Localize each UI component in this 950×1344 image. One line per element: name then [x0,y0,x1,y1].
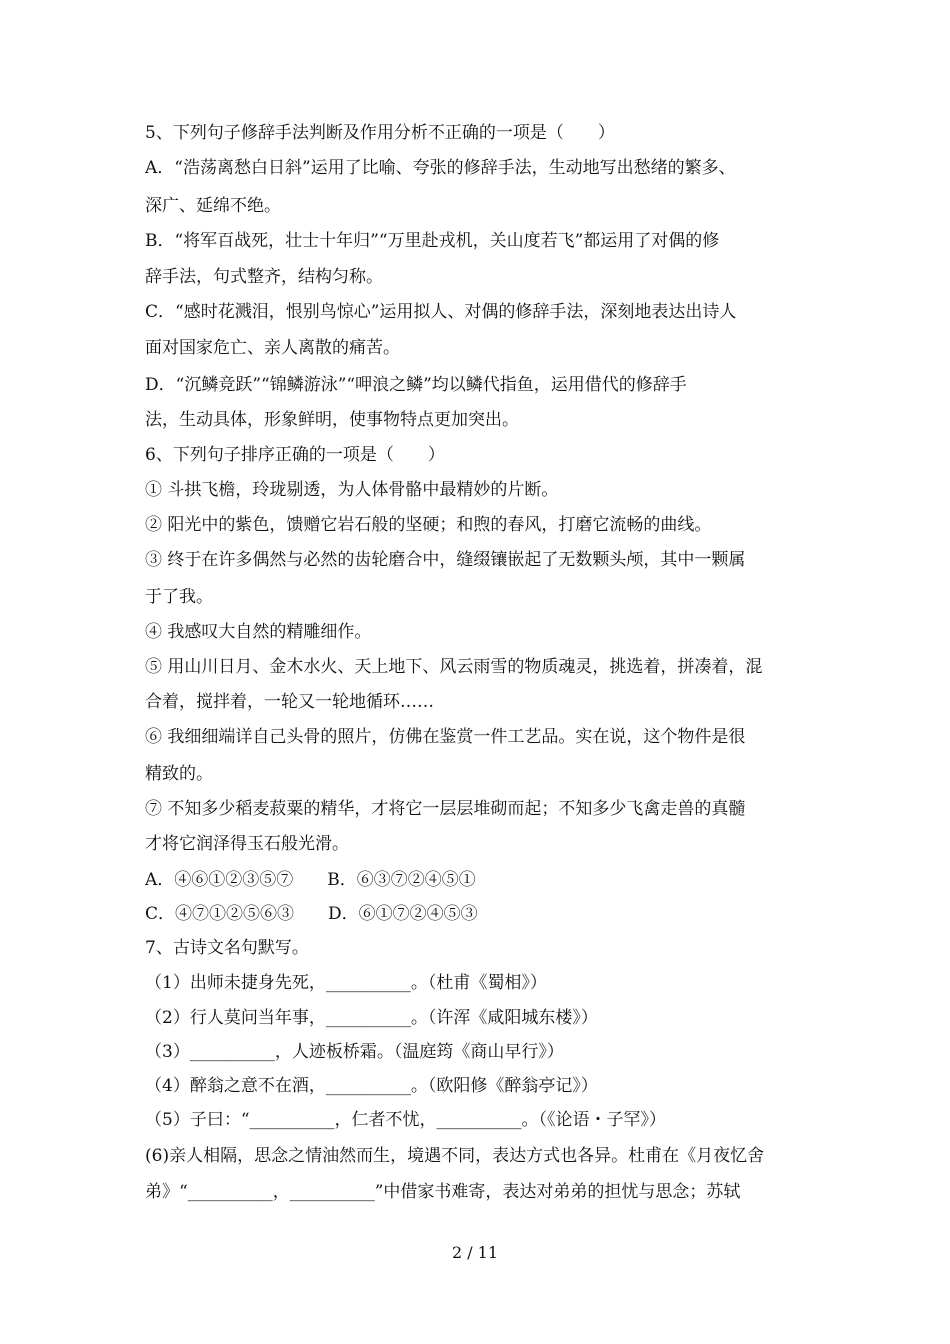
question-5-title: 5、下列句子修辞手法判断及作用分析不正确的一项是（ ） [145,123,615,143]
poem-item-6-cont: 弟》“__________，__________”中借家书难寄，表达对弟弟的担忧与思念；苏轼 [145,1182,741,1202]
poem-item-2: （2）行人莫问当年事，__________。（许浑《咸阳城东楼》） [145,1008,598,1028]
question-5-option-d-cont: 法，生动具体，形象鲜明，使事物特点更加突出。 [145,410,519,430]
poem-item-5: （5）子曰：“__________，仁者不忧，__________。（《论语・子罕》） [145,1110,667,1130]
sentence-6: ⑥ 我细细端详自己头骨的照片，仿佛在鉴赏一件工艺品。实在说，这个物件是很 [145,727,746,747]
sentence-2: ② 阳光中的紫色，馈赠它岩石般的坚硬；和煦的春风，打磨它流畅的曲线。 [145,515,712,535]
question-5-option-b: B．“将军百战死，壮士十年归”“万里赴戎机，关山度若飞”都运用了对偶的修 [145,231,720,251]
sentence-4: ④ 我感叹大自然的精雕细作。 [145,622,372,642]
sentence-6-cont: 精致的。 [145,764,213,784]
poem-item-1: （1）出师未捷身先死，__________。（杜甫《蜀相》） [145,973,547,993]
poem-item-3: （3）__________，人迹板桥霜。（温庭筠《商山早行》） [145,1042,564,1062]
question-5-option-c-cont: 面对国家危亡、亲人离散的痛苦。 [145,338,400,358]
sentence-1: ① 斗拱飞檐，玲珑剔透，为人体骨骼中最精妙的片断。 [145,480,559,500]
sentence-7-cont: 才将它润泽得玉石般光滑。 [145,834,349,854]
poem-item-4: （4）醉翁之意不在酒，__________。（欧阳修《醉翁亭记》） [145,1076,598,1096]
sentence-3: ③ 终于在许多偶然与必然的齿轮磨合中，缝缀镶嵌起了无数颗头颅，其中一颗属 [145,550,746,570]
question-5-option-c: C．“感时花溅泪，恨别鸟惊心”运用拟人、对偶的修辞手法，深刻地表达出诗人 [145,302,737,322]
sentence-3-cont: 于了我。 [145,587,213,607]
question-6-options-cd: C．④⑦①②⑤⑥③ D．⑥①⑦②④⑤③ [145,904,478,924]
sentence-5-cont: 合着，搅拌着，一轮又一轮地循环…… [145,692,434,712]
question-6-options-ab: A．④⑥①②③⑤⑦ B．⑥③⑦②④⑤① [145,870,476,890]
question-6-title: 6、下列句子排序正确的一项是（ ） [145,445,445,465]
question-5-option-d: D．“沉鳞竞跃”“锦鳞游泳”“呷浪之鳞”均以鳞代指鱼，运用借代的修辞手 [145,375,687,395]
question-5-option-a-cont: 深广、延绵不绝。 [145,196,281,216]
question-7-title: 7、古诗文名句默写。 [145,938,309,958]
question-5-option-a: A．“浩荡离愁白日斜”运用了比喻、夸张的修辞手法，生动地写出愁绪的繁多、 [145,158,736,178]
sentence-5: ⑤ 用山川日月、金木水火、天上地下、风云雨雪的物质魂灵，挑选着，拼凑着，混 [145,657,763,677]
sentence-7: ⑦ 不知多少稻麦菽粟的精华，才将它一层层堆砌而起；不知多少飞禽走兽的真髓 [145,799,746,819]
page-number: 2 / 11 [451,1243,499,1262]
poem-item-6: (6)亲人相隔，思念之情油然而生，境遇不同，表达方式也各异。杜甫在《月夜忆舍 [145,1146,765,1166]
question-5-option-b-cont: 辞手法，句式整齐，结构匀称。 [145,267,383,287]
